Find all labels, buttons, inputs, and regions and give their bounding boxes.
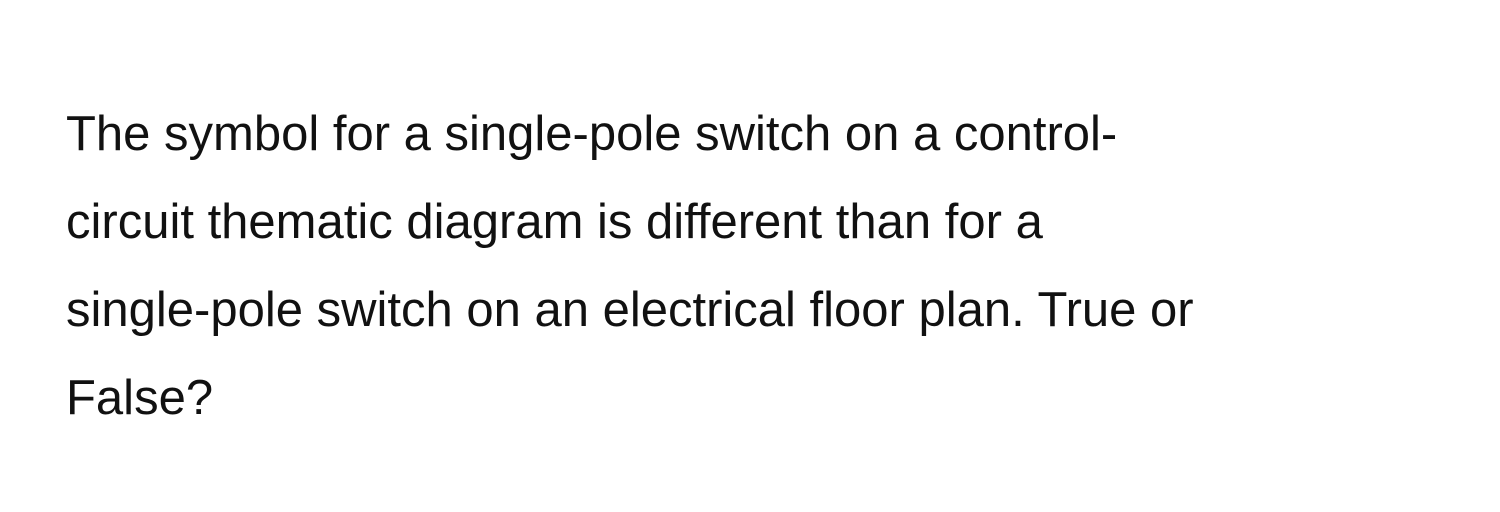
question-line: False? bbox=[66, 371, 214, 425]
question-text bbox=[66, 90, 1466, 442]
question-line: circuit thematic diagram is different than for a bbox=[66, 195, 1043, 249]
question-line: single-pole switch on an electrical floor plan. True or bbox=[66, 283, 1194, 337]
question-line: The symbol for a single-pole switch on a control- bbox=[66, 107, 1118, 161]
